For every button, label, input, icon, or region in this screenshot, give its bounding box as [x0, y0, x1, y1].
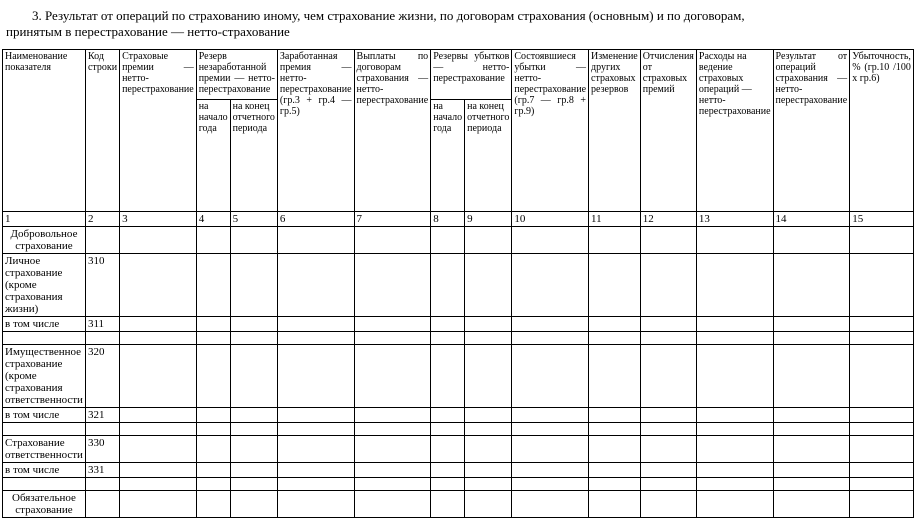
col-header-loss-reserves: Резервы убытков — нетто-перестрахование — [431, 50, 512, 100]
row-code: 321 — [85, 408, 119, 423]
col-number: 9 — [465, 212, 512, 227]
col-number: 14 — [773, 212, 850, 227]
row-code: 330 — [85, 436, 119, 463]
row-code: 311 — [85, 317, 119, 332]
section-heading — [6, 8, 788, 40]
table-row — [3, 227, 914, 254]
table-row — [3, 408, 914, 423]
col-number: 6 — [277, 212, 354, 227]
heading-line-2: принятым в перестрахование — нетто-страхование — [6, 24, 290, 39]
col-header-expenses: Расходы на ведение страховых операций — нетто-перестрахование — [696, 50, 773, 212]
row-label-liability: Страхование ответственности — [3, 436, 86, 463]
insurance-results-table — [2, 49, 914, 518]
row-label-including: в том числе — [3, 463, 86, 478]
row-code: 331 — [85, 463, 119, 478]
col-number: 7 — [354, 212, 431, 227]
col-number: 12 — [640, 212, 696, 227]
table-row — [3, 332, 914, 345]
table-row — [3, 345, 914, 408]
table-row — [3, 317, 914, 332]
heading-line-1: 3. Результат от операций по страхованию иному, чем страхование жизни, по договорам страхования (основным) и по договорам, — [32, 8, 745, 23]
col-header-incurred-losses: Состоявшиеся убытки — нетто-перестрахование (гр.7 — гр.8 + гр.9) — [512, 50, 589, 212]
col-number: 4 — [196, 212, 230, 227]
col-header-unearned-start: на начало года — [196, 100, 230, 212]
table-row — [3, 463, 914, 478]
row-label-personal: Личное страхование (кроме страхования жизни) — [3, 254, 86, 317]
col-number: 5 — [230, 212, 277, 227]
col-number: 3 — [120, 212, 197, 227]
col-header-deductions: Отчисления от страховых премий — [640, 50, 696, 212]
table-row — [3, 423, 914, 436]
col-header-code: Код строки — [85, 50, 119, 212]
header-row-1 — [3, 50, 914, 100]
row-label-voluntary: Добровольное страхование — [3, 227, 86, 254]
col-header-unearned-end: на конец отчетного периода — [230, 100, 277, 212]
col-number: 10 — [512, 212, 589, 227]
row-code: 310 — [85, 254, 119, 317]
table-row — [3, 478, 914, 491]
table-row — [3, 254, 914, 317]
col-number: 13 — [696, 212, 773, 227]
row-label-mandatory: Обязательное страхование — [3, 491, 86, 518]
col-number: 8 — [431, 212, 465, 227]
col-header-name: Наименование показателя — [3, 50, 86, 212]
col-header-payments: Выплаты по договорам страхования — нетто-перестрахование — [354, 50, 431, 212]
row-label-property: Имущественное страхование (кроме страхования ответственности — [3, 345, 86, 408]
col-header-loss-start: на начало года — [431, 100, 465, 212]
row-label-including: в том числе — [3, 317, 86, 332]
col-number: 1 — [3, 212, 86, 227]
row-code: 320 — [85, 345, 119, 408]
col-header-loss-end: на конец отчетного периода — [465, 100, 512, 212]
col-header-unearned-reserve: Резерв незаработанной премии — нетто-перестрахование — [196, 50, 277, 100]
col-header-other-reserves: Изменение других страховых резервов — [589, 50, 641, 212]
col-header-earned-premium: Заработанная премия — нетто-перестрахование (гр.3 + гр.4 — гр.5) — [277, 50, 354, 212]
row-label-including: в том числе — [3, 408, 86, 423]
col-number: 2 — [85, 212, 119, 227]
col-number: 15 — [850, 212, 914, 227]
col-header-premiums: Страховые премии — нетто-перестрахование — [120, 50, 197, 212]
table-row — [3, 491, 914, 518]
col-header-result: Результат от операций страхования — нетто-перестрахование — [773, 50, 850, 212]
row-code — [85, 491, 119, 518]
row-code — [85, 227, 119, 254]
column-numbers-row — [3, 212, 914, 227]
col-header-loss-ratio: Убыточность, % (гр.10 /100 х гр.6) — [850, 50, 914, 212]
table-row — [3, 436, 914, 463]
col-number: 11 — [589, 212, 641, 227]
